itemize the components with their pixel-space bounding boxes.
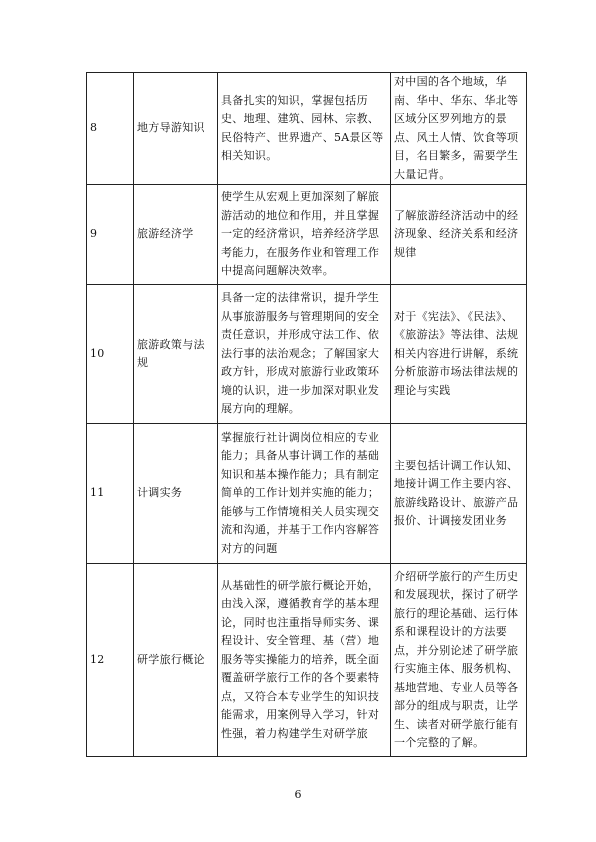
page-number: 6 bbox=[294, 788, 302, 801]
course-content: 了解旅游经济活动中的经济现象、经济关系和经济规律 bbox=[391, 185, 527, 285]
table-row bbox=[87, 285, 527, 424]
course-objective: 具备一定的法律常识，提升学生从事旅游服务与管理期间的安全责任意识，并形成守法工作、依法行事的法治观念；了解国家大政方针，形成对旅游行业政策环境的认识，进一步加深对职业发展方向的理解。 bbox=[218, 285, 391, 424]
course-content: 介绍研学旅行的产生历史和发展现状，探讨了研学旅行的理论基础、运行体系和课程设计的方法要点，并分别论述了研学旅行实施主体、服务机构、基地营地、专业人员等各部分的组成与职责，让学生、读者对研学旅行能有一个完整的了解。 bbox=[391, 564, 527, 757]
course-objective: 从基础性的研学旅行概论开始，由浅入深，遵循教育学的基本理论，同时也注重指导师实务、课程设计、安全管理、基（营）地服务等实操能力的培养，既全面覆盖研学旅行工作的各个要素特点，又符合本专业学生的知识技能需求，用案例导入学习，针对性强，着力构建学生对研学旅 bbox=[218, 564, 391, 757]
course-number: 9 bbox=[87, 185, 134, 285]
course-name: 地方导游知识 bbox=[134, 73, 218, 185]
course-number: 12 bbox=[87, 564, 134, 757]
table-row bbox=[87, 73, 527, 185]
course-name: 旅游经济学 bbox=[134, 185, 218, 285]
course-name: 旅游政策与法规 bbox=[134, 285, 218, 424]
course-number: 11 bbox=[87, 424, 134, 564]
course-number: 10 bbox=[87, 285, 134, 424]
table-row bbox=[87, 424, 527, 564]
table-row bbox=[87, 564, 527, 757]
course-objective: 使学生从宏观上更加深刻了解旅游活动的地位和作用，并且掌握一定的经济常识，培养经济学思考能力，在服务作业和管理工作中提高问题解决效率。 bbox=[218, 185, 391, 285]
course-objective: 具备扎实的知识，掌握包括历史、地理、建筑、园林、宗教、民俗特产、世界遗产、5A景区等相关知识。 bbox=[218, 73, 391, 185]
course-content: 对于《宪法》、《民法》、《旅游法》等法律、法规相关内容进行讲解，系统分析旅游市场法律法规的理论与实践 bbox=[391, 285, 527, 424]
course-content: 对中国的各个地域，华南、华中、华东、华北等区域分区罗列地方的景点、风土人情、饮食等项目，名目繁多，需要学生大量记背。 bbox=[391, 73, 527, 185]
course-number: 8 bbox=[87, 73, 134, 185]
course-name: 研学旅行概论 bbox=[134, 564, 218, 757]
course-objective: 掌握旅行社计调岗位相应的专业能力；具备从事计调工作的基础知识和基本操作能力；具有制定简单的工作计划并实施的能力；能够与工作情境相关人员实现交流和沟通，并基于工作内容解答对方的问题 bbox=[218, 424, 391, 564]
course-table bbox=[86, 72, 527, 757]
course-name: 计调实务 bbox=[134, 424, 218, 564]
table-row bbox=[87, 185, 527, 285]
course-content: 主要包括计调工作认知、地接计调工作主要内容、旅游线路设计、旅游产品报价、计调接发团业务 bbox=[391, 424, 527, 564]
